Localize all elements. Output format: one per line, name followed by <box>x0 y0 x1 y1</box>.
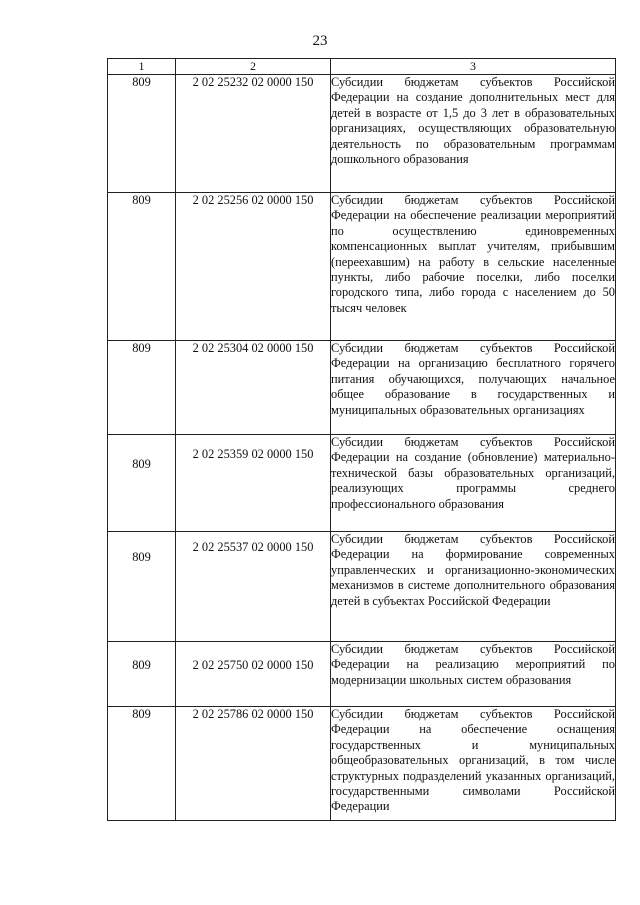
admin-code-cell: 809 <box>108 193 176 341</box>
description-cell: Субсидии бюджетам субъектов Российской Федерации на формирование современных управленческих и организационно-экономических механизмов в системе дополнительного образования детей в субъектах Российской Федерации <box>331 532 616 642</box>
description-cell: Субсидии бюджетам субъектов Российской Федерации на создание дополнительных мест для детей в возрасте от 1,5 до 3 лет в образовательных организациях, осуществляющих образовательную деятельность по образовательным программам дошкольного образования <box>331 75 616 193</box>
kbk-code-cell: 2 02 25232 02 0000 150 <box>176 75 331 193</box>
column-header-1: 1 <box>108 59 176 75</box>
description-cell: Субсидии бюджетам субъектов Российской Федерации на обеспечение оснащения государственных и муниципальных общеобразовательных организаций, в том числе структурных подразделений указанных организаций, государственными символами Российской Федерации <box>331 707 616 821</box>
column-header-3: 3 <box>331 59 616 75</box>
kbk-code-cell: 2 02 25256 02 0000 150 <box>176 193 331 341</box>
kbk-code-cell: 2 02 25537 02 0000 150 <box>176 532 331 642</box>
table-row <box>108 341 616 435</box>
description-cell: Субсидии бюджетам субъектов Российской Федерации на создание (обновление) материально-технической базы образовательных организаций, реализующих программы среднего профессионального образования <box>331 435 616 532</box>
admin-code-cell: 809 <box>108 707 176 821</box>
column-header-2: 2 <box>176 59 331 75</box>
table-row <box>108 707 616 821</box>
admin-code-cell: 809 <box>108 435 176 532</box>
table-row <box>108 532 616 642</box>
kbk-code-cell: 2 02 25359 02 0000 150 <box>176 435 331 532</box>
table-header-row <box>108 59 616 75</box>
admin-code-cell: 809 <box>108 75 176 193</box>
table-row <box>108 642 616 707</box>
page-number: 23 <box>312 33 328 49</box>
description-cell: Субсидии бюджетам субъектов Российской Федерации на организацию бесплатного горячего питания обучающихся, получающих начальное общее образование в государственных и муниципальных образовательных организациях <box>331 341 616 435</box>
admin-code-cell: 809 <box>108 532 176 642</box>
table-row <box>108 75 616 193</box>
kbk-code-cell: 2 02 25786 02 0000 150 <box>176 707 331 821</box>
kbk-code-cell: 2 02 25750 02 0000 150 <box>176 642 331 707</box>
description-cell: Субсидии бюджетам субъектов Российской Федерации на обеспечение реализации мероприятий по осуществлению единовременных компенсационных выплат учителям, прибывшим (переехавшим) на работу в сельские населенные пункты, либо рабочие поселки, либо поселки городского типа, либо города с населением до 50 тысяч человек <box>331 193 616 341</box>
table-row <box>108 193 616 341</box>
table-row <box>108 435 616 532</box>
description-cell: Субсидии бюджетам субъектов Российской Федерации на реализацию мероприятий по модернизации школьных систем образования <box>331 642 616 707</box>
budget-classification-table <box>107 58 616 821</box>
admin-code-cell: 809 <box>108 642 176 707</box>
admin-code-cell: 809 <box>108 341 176 435</box>
kbk-code-cell: 2 02 25304 02 0000 150 <box>176 341 331 435</box>
